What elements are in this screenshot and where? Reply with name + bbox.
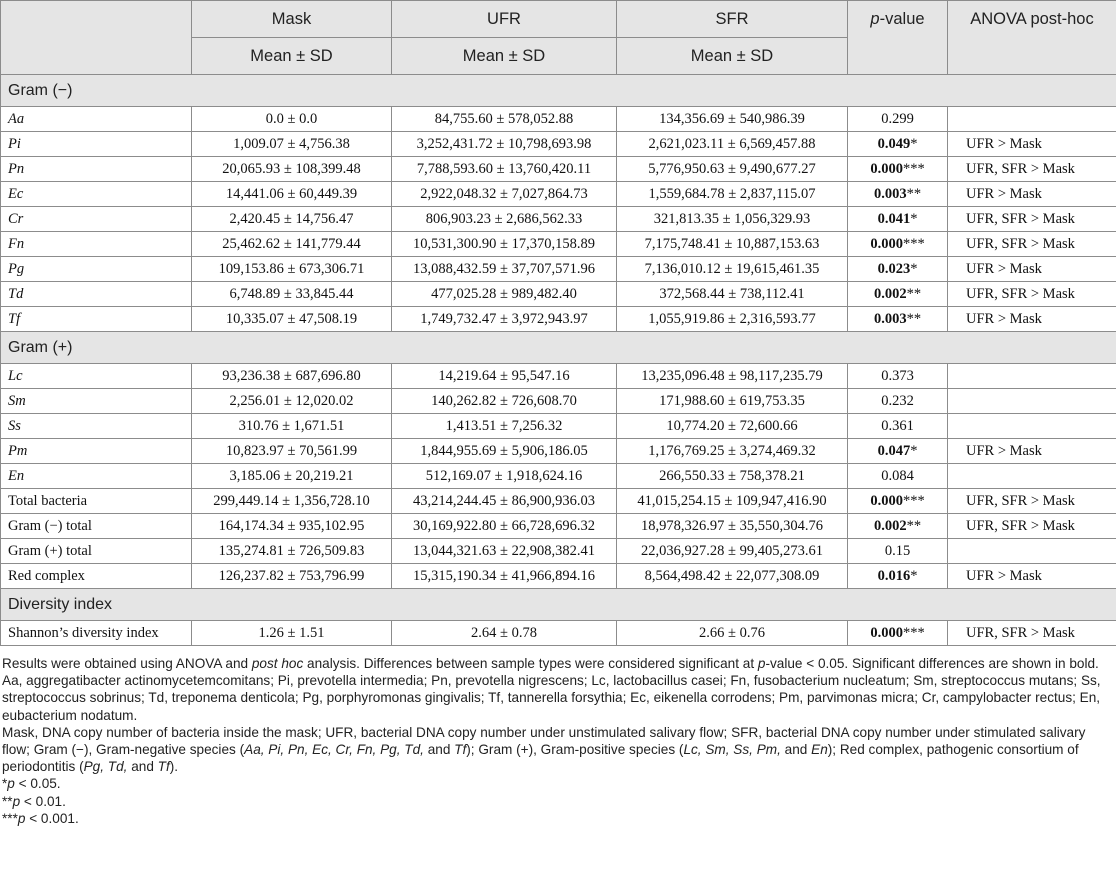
ufr-value-cell: 2,922,048.32 ± 7,027,864.73 bbox=[392, 182, 617, 207]
species-name-cell: Fn bbox=[1, 232, 192, 257]
section-title: Diversity index bbox=[1, 589, 1116, 621]
mask-value-cell: 93,236.38 ± 687,696.80 bbox=[192, 364, 392, 389]
pvalue-cell bbox=[848, 514, 948, 539]
footnote-star: *** bbox=[2, 810, 18, 826]
sfr-value-cell: 5,776,950.63 ± 9,490,677.27 bbox=[617, 157, 848, 182]
header-ufr: UFR bbox=[392, 1, 617, 38]
section-header-row bbox=[1, 332, 1116, 364]
sfr-value-cell: 2.66 ± 0.76 bbox=[617, 621, 848, 646]
table-row bbox=[1, 514, 1116, 539]
section-title: Gram (+) bbox=[1, 332, 1116, 364]
footnote-italic: Pg, Td, bbox=[83, 759, 128, 775]
pvalue-cell bbox=[848, 157, 948, 182]
table-row bbox=[1, 439, 1116, 464]
table-row bbox=[1, 307, 1116, 332]
significance-stars: * bbox=[910, 210, 918, 227]
sfr-value-cell: 22,036,927.28 ± 99,405,273.61 bbox=[617, 539, 848, 564]
pvalue-cell bbox=[848, 182, 948, 207]
pvalue-cell bbox=[848, 414, 948, 439]
mask-value-cell: 2,256.01 ± 12,020.02 bbox=[192, 389, 392, 414]
ufr-value-cell: 10,531,300.90 ± 17,370,158.89 bbox=[392, 232, 617, 257]
table-row bbox=[1, 282, 1116, 307]
pvalue-number: 0.084 bbox=[881, 467, 914, 484]
table-row bbox=[1, 107, 1116, 132]
mask-value-cell: 109,153.86 ± 673,306.71 bbox=[192, 257, 392, 282]
footnote-italic: p bbox=[7, 776, 15, 792]
mask-value-cell: 20,065.93 ± 108,399.48 bbox=[192, 157, 392, 182]
sfr-value-cell: 13,235,096.48 ± 98,117,235.79 bbox=[617, 364, 848, 389]
sfr-value-cell: 321,813.35 ± 1,056,329.93 bbox=[617, 207, 848, 232]
footnote-text: < 0.001. bbox=[25, 810, 79, 826]
pvalue-number: 0.003 bbox=[873, 310, 907, 327]
header-anova: ANOVA post-hoc bbox=[948, 1, 1116, 75]
footnote-sig-0001 bbox=[2, 810, 1114, 827]
table-row bbox=[1, 564, 1116, 589]
table-row bbox=[1, 414, 1116, 439]
table-row bbox=[1, 157, 1116, 182]
footnote-abbreviations bbox=[2, 724, 1114, 776]
footnote-text: ); Gram (+), Gram-positive species ( bbox=[466, 742, 684, 758]
footnote-results bbox=[2, 655, 1114, 672]
posthoc-cell: UFR, SFR > Mask bbox=[948, 157, 1116, 182]
sfr-value-cell: 7,175,748.41 ± 10,887,153.63 bbox=[617, 232, 848, 257]
sfr-value-cell: 7,136,010.12 ± 19,615,461.35 bbox=[617, 257, 848, 282]
significance-stars: ** bbox=[906, 185, 922, 202]
significance-stars: ** bbox=[906, 517, 922, 534]
table-row bbox=[1, 464, 1116, 489]
sfr-value-cell: 1,055,919.86 ± 2,316,593.77 bbox=[617, 307, 848, 332]
significance-stars: *** bbox=[902, 160, 925, 177]
significance-stars: ** bbox=[906, 310, 922, 327]
ufr-value-cell: 13,044,321.63 ± 22,908,382.41 bbox=[392, 539, 617, 564]
ufr-value-cell: 1,749,732.47 ± 3,972,943.97 bbox=[392, 307, 617, 332]
mask-value-cell: 1,009.07 ± 4,756.38 bbox=[192, 132, 392, 157]
table-row bbox=[1, 539, 1116, 564]
posthoc-cell: UFR, SFR > Mask bbox=[948, 232, 1116, 257]
header-sfr: SFR bbox=[617, 1, 848, 38]
species-name-cell: Lc bbox=[1, 364, 192, 389]
species-name-cell: Td bbox=[1, 282, 192, 307]
pvalue-number: 0.000 bbox=[870, 160, 903, 177]
mask-value-cell: 25,462.62 ± 141,779.44 bbox=[192, 232, 392, 257]
pvalue-cell bbox=[848, 464, 948, 489]
species-name-cell: Pn bbox=[1, 157, 192, 182]
mask-value-cell: 10,335.07 ± 47,508.19 bbox=[192, 307, 392, 332]
footnote-sig-001 bbox=[2, 793, 1114, 810]
pvalue-number: 0.373 bbox=[881, 367, 914, 384]
pvalue-number: 0.000 bbox=[870, 235, 903, 252]
sfr-value-cell: 171,988.60 ± 619,753.35 bbox=[617, 389, 848, 414]
species-name-cell: Pg bbox=[1, 257, 192, 282]
footnote-italic: En bbox=[811, 742, 828, 758]
footnote-sig-005 bbox=[2, 775, 1114, 792]
species-name-cell: Total bacteria bbox=[1, 489, 192, 514]
posthoc-cell: UFR > Mask bbox=[948, 439, 1116, 464]
ufr-value-cell: 15,315,190.34 ± 41,966,894.16 bbox=[392, 564, 617, 589]
pvalue-cell bbox=[848, 307, 948, 332]
posthoc-cell: UFR > Mask bbox=[948, 564, 1116, 589]
header-pvalue-p: p bbox=[870, 10, 880, 28]
table-row bbox=[1, 257, 1116, 282]
sfr-value-cell: 1,559,684.78 ± 2,837,115.07 bbox=[617, 182, 848, 207]
sfr-value-cell: 10,774.20 ± 72,600.66 bbox=[617, 414, 848, 439]
mask-value-cell: 6,748.89 ± 33,845.44 bbox=[192, 282, 392, 307]
pvalue-cell bbox=[848, 621, 948, 646]
species-name-cell: Aa bbox=[1, 107, 192, 132]
table-row bbox=[1, 207, 1116, 232]
table-row bbox=[1, 132, 1116, 157]
sfr-value-cell: 372,568.44 ± 738,112.41 bbox=[617, 282, 848, 307]
posthoc-cell: UFR > Mask bbox=[948, 182, 1116, 207]
footnote-italic: p bbox=[17, 810, 26, 826]
pvalue-cell bbox=[848, 132, 948, 157]
species-name-cell: Pm bbox=[1, 439, 192, 464]
table-row bbox=[1, 489, 1116, 514]
footnote-italic: Tf bbox=[157, 759, 170, 775]
pvalue-cell bbox=[848, 364, 948, 389]
ufr-value-cell: 2.64 ± 0.78 bbox=[392, 621, 617, 646]
table-row bbox=[1, 232, 1116, 257]
pvalue-number: 0.15 bbox=[884, 542, 911, 559]
footnote-text: < 0.05. bbox=[14, 776, 61, 792]
pvalue-number: 0.049 bbox=[877, 135, 911, 152]
table-footnotes bbox=[2, 655, 1114, 827]
header-corner bbox=[1, 1, 192, 75]
ufr-value-cell: 30,169,922.80 ± 66,728,696.32 bbox=[392, 514, 617, 539]
footnote-text: ); Red complex, pathogenic consortium of periodontitis ( bbox=[2, 742, 1079, 775]
posthoc-cell: UFR > Mask bbox=[948, 257, 1116, 282]
pvalue-number: 0.016 bbox=[877, 567, 911, 584]
significance-stars: *** bbox=[902, 235, 925, 252]
footnote-italic: Tf bbox=[454, 742, 467, 758]
posthoc-cell bbox=[948, 389, 1116, 414]
footnote-text: and bbox=[423, 742, 455, 758]
species-name-cell: Sm bbox=[1, 389, 192, 414]
species-name-cell: Tf bbox=[1, 307, 192, 332]
mask-value-cell: 0.0 ± 0.0 bbox=[192, 107, 392, 132]
significance-stars: *** bbox=[902, 492, 925, 509]
pvalue-number: 0.000 bbox=[870, 492, 903, 509]
pvalue-number: 0.041 bbox=[877, 210, 911, 227]
footnote-star: * bbox=[2, 776, 8, 792]
footnote-text: ). bbox=[169, 759, 179, 775]
footnote-text: and bbox=[127, 759, 158, 775]
footnote-text: -value < 0.05. Significant differences are shown in bold. bbox=[765, 656, 1099, 671]
species-name-cell: Gram (−) total bbox=[1, 514, 192, 539]
pvalue-number: 0.002 bbox=[873, 517, 907, 534]
posthoc-cell bbox=[948, 464, 1116, 489]
table-row bbox=[1, 364, 1116, 389]
footnote-text: < 0.01. bbox=[20, 793, 66, 809]
header-pvalue bbox=[848, 1, 948, 75]
footnote-text: Mask, DNA copy number of bacteria inside the mask; UFR, bacterial DNA copy number under unstimulated salivary flow; SFR, bacterial DNA copy number under stimulated salivary flow; Gram (−), Gram-negative species ( bbox=[2, 724, 1086, 758]
pvalue-cell bbox=[848, 107, 948, 132]
footnote-star: ** bbox=[2, 793, 13, 809]
posthoc-cell: UFR > Mask bbox=[948, 132, 1116, 157]
table-row bbox=[1, 389, 1116, 414]
pvalue-cell bbox=[848, 489, 948, 514]
ufr-value-cell: 3,252,431.72 ± 10,798,693.98 bbox=[392, 132, 617, 157]
posthoc-cell: UFR, SFR > Mask bbox=[948, 282, 1116, 307]
sfr-value-cell: 134,356.69 ± 540,986.39 bbox=[617, 107, 848, 132]
sfr-value-cell: 1,176,769.25 ± 3,274,469.32 bbox=[617, 439, 848, 464]
footnote-italic: Lc, Sm, Ss, Pm, bbox=[683, 742, 781, 758]
posthoc-cell bbox=[948, 364, 1116, 389]
mask-value-cell: 3,185.06 ± 20,219.21 bbox=[192, 464, 392, 489]
significance-stars: * bbox=[910, 260, 918, 277]
significance-stars: * bbox=[910, 442, 918, 459]
significance-stars: * bbox=[910, 135, 918, 152]
sfr-value-cell: 8,564,498.42 ± 22,077,308.09 bbox=[617, 564, 848, 589]
mask-value-cell: 310.76 ± 1,671.51 bbox=[192, 414, 392, 439]
significance-stars: * bbox=[910, 567, 918, 584]
ufr-value-cell: 84,755.60 ± 578,052.88 bbox=[392, 107, 617, 132]
footnote-species-abbreviations: Aa, aggregatibacter actinomycetemcomitans; Pi, prevotella intermedia; Pn, prevotella nigrescens; Lc, lactobacillus casei; Fn, fusobacterium nucleatum; Sm, streptococcus mutans; Ss, streptococcus sobrinus; Td, treponema denticola; Pg, porphyromonas gingivalis; Tf, tannerella forsythia; Ec, eikenella corrodens; Pm, parvimonas micra; Cr, campylobacter rectus; En, eubacterium nodatum. bbox=[2, 673, 1101, 723]
footnote-text: Results were obtained using ANOVA and bbox=[2, 656, 252, 671]
species-name-cell: Pi bbox=[1, 132, 192, 157]
subheader-mask: Mean ± SD bbox=[192, 38, 392, 75]
pvalue-number: 0.000 bbox=[870, 624, 903, 641]
posthoc-cell: UFR > Mask bbox=[948, 307, 1116, 332]
ufr-value-cell: 1,413.51 ± 7,256.32 bbox=[392, 414, 617, 439]
sfr-value-cell: 41,015,254.15 ± 109,947,416.90 bbox=[617, 489, 848, 514]
mask-value-cell: 135,274.81 ± 726,509.83 bbox=[192, 539, 392, 564]
mask-value-cell: 299,449.14 ± 1,356,728.10 bbox=[192, 489, 392, 514]
posthoc-cell bbox=[948, 107, 1116, 132]
pvalue-number: 0.299 bbox=[881, 110, 914, 127]
header-pvalue-rest: -value bbox=[879, 10, 925, 28]
pvalue-number: 0.003 bbox=[873, 185, 907, 202]
species-name-cell: Cr bbox=[1, 207, 192, 232]
posthoc-cell: UFR, SFR > Mask bbox=[948, 514, 1116, 539]
species-name-cell: En bbox=[1, 464, 192, 489]
section-header-row bbox=[1, 589, 1116, 621]
subheader-sfr: Mean ± SD bbox=[617, 38, 848, 75]
footnote-italic: post hoc bbox=[251, 656, 304, 671]
posthoc-cell: UFR, SFR > Mask bbox=[948, 207, 1116, 232]
mask-value-cell: 10,823.97 ± 70,561.99 bbox=[192, 439, 392, 464]
footnote-italic: Aa, Pi, Pn, Ec, Cr, Fn, Pg, Td, bbox=[244, 742, 424, 758]
ufr-value-cell: 477,025.28 ± 989,482.40 bbox=[392, 282, 617, 307]
ufr-value-cell: 140,262.82 ± 726,608.70 bbox=[392, 389, 617, 414]
subheader-ufr: Mean ± SD bbox=[392, 38, 617, 75]
posthoc-cell bbox=[948, 414, 1116, 439]
mask-value-cell: 1.26 ± 1.51 bbox=[192, 621, 392, 646]
pvalue-cell bbox=[848, 389, 948, 414]
posthoc-cell bbox=[948, 539, 1116, 564]
pvalue-cell bbox=[848, 439, 948, 464]
ufr-value-cell: 1,844,955.69 ± 5,906,186.05 bbox=[392, 439, 617, 464]
species-name-cell: Ss bbox=[1, 414, 192, 439]
sfr-value-cell: 266,550.33 ± 758,378.21 bbox=[617, 464, 848, 489]
ufr-value-cell: 43,214,244.45 ± 86,900,936.03 bbox=[392, 489, 617, 514]
table-header bbox=[1, 1, 1116, 75]
pvalue-number: 0.361 bbox=[881, 417, 914, 434]
table-row bbox=[1, 621, 1116, 646]
mask-value-cell: 126,237.82 ± 753,796.99 bbox=[192, 564, 392, 589]
table-row bbox=[1, 182, 1116, 207]
ufr-value-cell: 13,088,432.59 ± 37,707,571.96 bbox=[392, 257, 617, 282]
pvalue-cell bbox=[848, 207, 948, 232]
header-mask: Mask bbox=[192, 1, 392, 38]
significance-stars: *** bbox=[902, 624, 925, 641]
ufr-value-cell: 806,903.23 ± 2,686,562.33 bbox=[392, 207, 617, 232]
sfr-value-cell: 2,621,023.11 ± 6,569,457.88 bbox=[617, 132, 848, 157]
ufr-value-cell: 512,169.07 ± 1,918,624.16 bbox=[392, 464, 617, 489]
pvalue-cell bbox=[848, 257, 948, 282]
section-header-row bbox=[1, 75, 1116, 107]
significance-stars: ** bbox=[906, 285, 922, 302]
ufr-value-cell: 14,219.64 ± 95,547.16 bbox=[392, 364, 617, 389]
pvalue-cell bbox=[848, 232, 948, 257]
sfr-value-cell: 18,978,326.97 ± 35,550,304.76 bbox=[617, 514, 848, 539]
species-name-cell: Ec bbox=[1, 182, 192, 207]
section-title: Gram (−) bbox=[1, 75, 1116, 107]
footnote-italic: p bbox=[12, 793, 21, 809]
species-name-cell: Gram (+) total bbox=[1, 539, 192, 564]
mask-value-cell: 14,441.06 ± 60,449.39 bbox=[192, 182, 392, 207]
posthoc-cell: UFR, SFR > Mask bbox=[948, 489, 1116, 514]
ufr-value-cell: 7,788,593.60 ± 13,760,420.11 bbox=[392, 157, 617, 182]
table-body bbox=[1, 75, 1116, 646]
species-name-cell: Shannon’s diversity index bbox=[1, 621, 192, 646]
pvalue-cell bbox=[848, 564, 948, 589]
species-name-cell: Red complex bbox=[1, 564, 192, 589]
pvalue-cell bbox=[848, 539, 948, 564]
pvalue-number: 0.002 bbox=[873, 285, 907, 302]
pvalue-number: 0.047 bbox=[877, 442, 911, 459]
footnote-italic: p bbox=[757, 656, 766, 671]
pvalue-number: 0.023 bbox=[877, 260, 911, 277]
pvalue-cell bbox=[848, 282, 948, 307]
footnote-text: analysis. Differences between sample types were considered significant at bbox=[303, 656, 758, 671]
pvalue-number: 0.232 bbox=[881, 392, 914, 409]
posthoc-cell: UFR, SFR > Mask bbox=[948, 621, 1116, 646]
footnote-text: and bbox=[780, 742, 812, 758]
mask-value-cell: 164,174.34 ± 935,102.95 bbox=[192, 514, 392, 539]
mask-value-cell: 2,420.45 ± 14,756.47 bbox=[192, 207, 392, 232]
